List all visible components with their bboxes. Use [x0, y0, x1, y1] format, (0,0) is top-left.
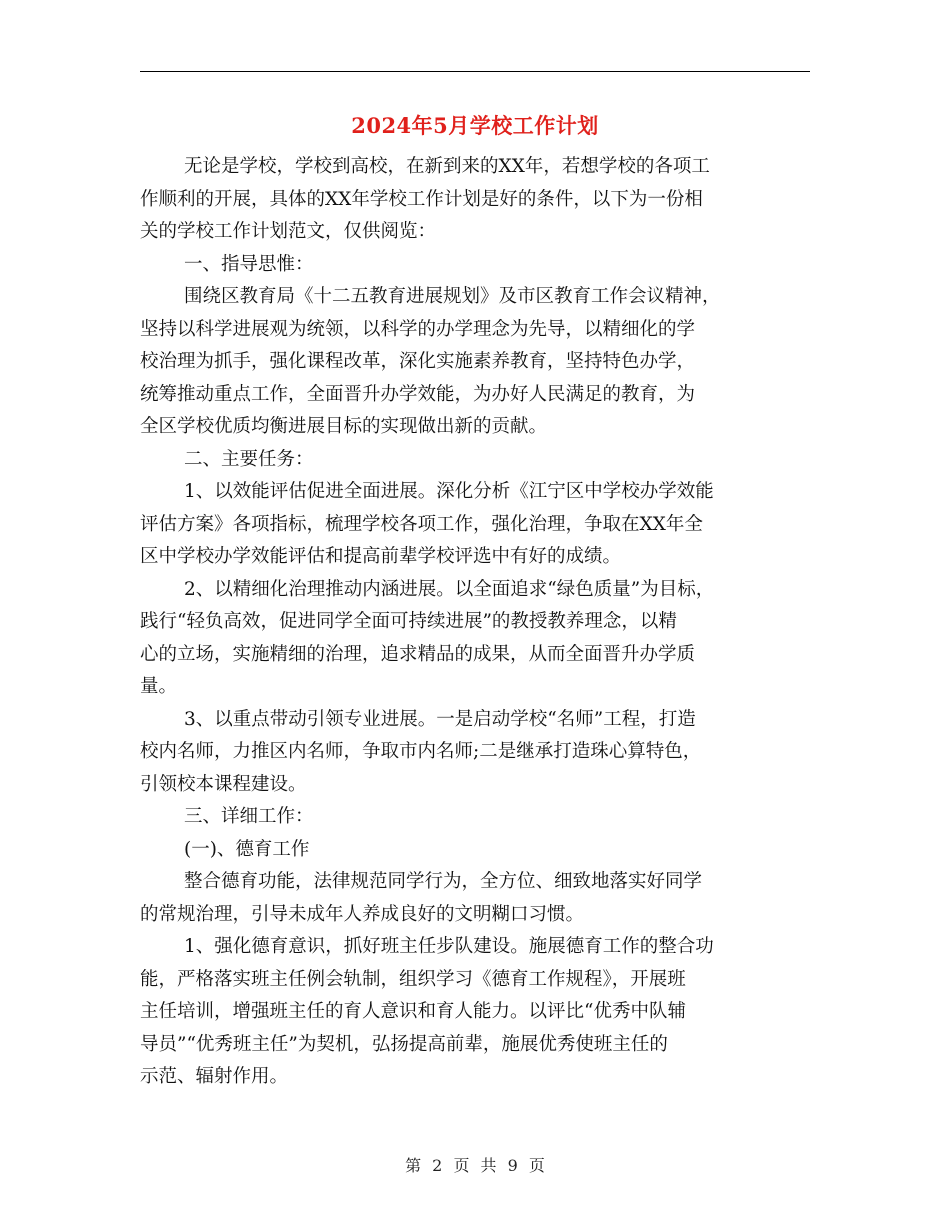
- text-line: 主任培训，增强班主任的育人意识和育人能力。以评比“优秀中队辅: [140, 1001, 686, 1022]
- text-line: 1、强化德育意识，抓好班主任步队建设。施展德育工作的整合功: [184, 936, 714, 957]
- paragraph-moral-intro: [140, 866, 810, 931]
- paragraph-guiding: [140, 281, 810, 444]
- paragraph-moral-1: [140, 931, 810, 1094]
- text-line: 导员”“优秀班主任”为契机，弘扬提高前辈，施展优秀使班主任的: [140, 1033, 668, 1055]
- section-heading-details: [140, 801, 810, 834]
- text-line: 心的立场，实施精细的治理，追求精品的成果，从而全面晋升办学质: [140, 643, 696, 665]
- text-line: 作顺利的开展，具体的XX年学校工作计划是好的条件，以下为一份相: [140, 188, 703, 210]
- page-number: 第 2 页 共 9 页: [405, 1156, 545, 1175]
- header-rule: [140, 71, 810, 72]
- text-line: 能，严格落实班主任例会轨制，组织学习《德育工作规程》，开展班: [140, 968, 686, 990]
- text-line: 围绕区教育局《十二五教育进展规划》及市区教育工作会议精神，: [184, 286, 721, 307]
- text-line: 一、指导思惟：: [184, 253, 314, 275]
- text-line: 区中学校办学效能评估和提高前辈学校评选中有好的成绩。: [140, 546, 622, 567]
- document-title: 2024年5月学校工作计划: [351, 113, 599, 138]
- text-line: 2、以精细化治理推动内涵进展。以全面追求“绿色质量”为目标，: [184, 578, 715, 600]
- paragraph-task-1: [140, 476, 810, 574]
- paragraph-intro: [140, 151, 810, 249]
- paragraph-task-2: [140, 574, 810, 704]
- text-line: 量。: [140, 676, 178, 697]
- text-line: 整合德育功能，法律规范同学行为，全方位、细致地落实好同学: [184, 871, 703, 892]
- text-line: 校治理为抓手，强化课程改革，深化实施素养教育，坚持特色办学，: [140, 351, 696, 372]
- text-line: 无论是学校，学校到高校，在新到来的XX年，若想学校的各项工: [184, 156, 710, 177]
- text-line: 1、以效能评估促进全面进展。深化分析《江宁区中学校办学效能: [184, 481, 714, 502]
- subsection-heading-moral: [140, 834, 810, 867]
- text-line: 引领校本课程建设。: [140, 773, 307, 795]
- text-line: 3、以重点带动引领专业进展。一是启动学校“名师”工程，打造: [184, 708, 696, 730]
- document-body: [140, 151, 810, 1094]
- paragraph-task-3: [140, 704, 810, 802]
- text-line: 校内名师，力推区内名师，争取市内名师;二是继承打造珠心算特色，: [140, 741, 702, 762]
- text-line: 二、主要任务：: [184, 448, 314, 470]
- text-line: 统筹推动重点工作，全面晋升办学效能，为办好人民满足的教育，为: [140, 383, 696, 405]
- text-line: 全区学校优质均衡进展目标的实现做出新的贡献。: [140, 416, 548, 437]
- section-heading-guiding: [140, 249, 810, 282]
- text-line: 的常规治理，引导未成年人养成良好的文明糊口习惯。: [140, 903, 585, 925]
- text-line: 三、详细工作：: [184, 806, 314, 827]
- text-line: 关的学校工作计划范文，仅供阅览：: [140, 221, 437, 242]
- text-line: 示范、辐射作用。: [140, 1066, 289, 1087]
- text-line: 坚持以科学进展观为统领，以科学的办学理念为先导，以精细化的学: [140, 318, 696, 340]
- text-line: 践行“轻负高效，促进同学全面可持续进展”的教授教养理念，以精: [140, 611, 677, 632]
- text-line: (一)、德育工作: [184, 838, 310, 860]
- section-heading-tasks: [140, 444, 810, 477]
- text-line: 评估方案》各项指标，梳理学校各项工作，强化治理，争取在XX年全: [140, 513, 703, 535]
